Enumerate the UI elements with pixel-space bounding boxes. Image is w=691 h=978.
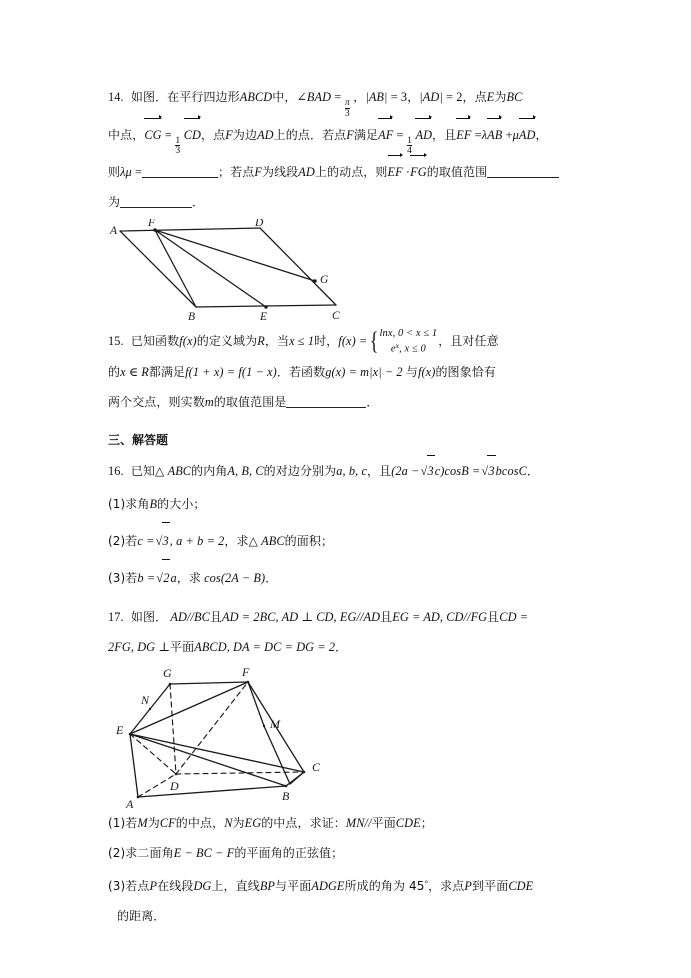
- question-14-line-2: 中点，CG = $\frac{1}{3}$ CD，点F为边AD上的点．若点F满足AF = $\frac{1}{4}$ AD，且EF =λAB +μAD，: [108, 119, 608, 157]
- figure-14-label-D: D: [255, 219, 264, 230]
- question-16-number: 16.: [108, 464, 124, 479]
- question-16-sub-1: (1)求角B的大小；: [108, 497, 206, 512]
- question-15-line-1: 15. 已知函数f(x)的定义域为R，当x ≤ 1时，f(x) = { lnx, 0 < x ≤ 1 $e^x$, x ≤ 0 ，且对任意: [108, 328, 499, 356]
- figure-14-label-E: E: [260, 311, 268, 324]
- answer-blank-lambda-mu[interactable]: [142, 165, 218, 178]
- question-15-number: 15.: [108, 334, 124, 349]
- question-14-line-3: 则λμ = ；若点F为线段AD上的动点，则EF ·FG的取值范围: [108, 156, 608, 187]
- one-fourth-fraction: $\frac{1}{4}$: [407, 134, 412, 157]
- vector-AD-2: AD: [519, 119, 536, 150]
- answer-blank-m-range[interactable]: [286, 395, 366, 408]
- figure-14-parallelogram: [108, 219, 608, 325]
- piecewise-row-2: $e^x$, x ≤ 0: [390, 341, 426, 355]
- vector-CD: CD: [184, 119, 201, 150]
- answer-blank-ef-fg-range[interactable]: [120, 195, 192, 208]
- vector-EF: EF: [456, 119, 471, 150]
- sqrt-3-a: √ 3: [421, 455, 435, 486]
- figure-14-label-C: C: [332, 310, 340, 323]
- figure-17-label-M: M: [270, 717, 280, 732]
- question-17-sub-1: (1)若M为CF的中点，N为EG的中点，求证：MN//平面CDE；: [108, 816, 433, 831]
- question-15-line-2: 的x ∈ R都满足f(1 + x) = f(1 − x)．若函数g(x) = m|x| − 2 与f(x)的图象恰有: [108, 365, 496, 380]
- vector-AB: AB: [487, 119, 502, 150]
- question-17-line-2: 2FG, DG ⊥平面ABCD, DA = DC = DG = 2．: [108, 640, 348, 655]
- figure-17-label-C: C: [312, 760, 321, 775]
- question-16-line-1: 16. 已知△ ABC的内角A, B, C的对边分别为a, b, c，且(2a − √ 3c)cosB = √ 3bcosC．: [108, 455, 608, 486]
- pi-over-3-fraction: $\frac{\pi}{3}$: [344, 97, 350, 119]
- figure-17-label-A: A: [126, 797, 134, 809]
- question-14-line-4: 为 ．: [108, 195, 205, 210]
- sqrt-3-c: √ 3: [156, 522, 170, 559]
- figure-17-label-D: D: [170, 779, 179, 794]
- question-17-number: 17.: [108, 610, 124, 625]
- question-16-sub-3: (3)若b = √ 2a，求 cos(2A − B)．: [108, 559, 608, 596]
- section-heading-3: 三、解答题: [108, 433, 169, 448]
- figure-14-label-B: B: [188, 311, 196, 324]
- answer-blank-range-hint[interactable]: [487, 165, 559, 178]
- question-17-sub-3: (3)若点P在线段DG上，直线BP与平面ADGE所成的角为 45°，求点P到平面CDE: [108, 878, 534, 894]
- figure-17-label-E: E: [116, 723, 124, 738]
- piecewise-function: { lnx, 0 < x ≤ 1 $e^x$, x ≤ 0: [370, 328, 438, 356]
- sqrt-2: √ 2: [156, 559, 170, 596]
- question-17-line-1: 17. 如图． AD//BC且AD = 2BC, AD ⊥ CD, EG//AD且EG = AD, CD//FG且CD =: [108, 610, 529, 625]
- figure-14-label-F: F: [148, 219, 156, 230]
- sqrt-3-b: √ 3: [481, 455, 495, 486]
- question-17-sub-3-cont: 的距离．: [117, 909, 166, 924]
- vector-AD: AD: [415, 119, 432, 150]
- one-third-fraction: $\frac{1}{3}$: [175, 134, 181, 157]
- vector-AF: AF: [378, 119, 393, 150]
- question-14-line-1: 14. 如图．在平行四边形ABCD中，∠BAD = $\frac{\pi}{3}$ ，|AB| = 3，|AD| = 2，点E为BC: [108, 90, 523, 119]
- figure-17-label-N: N: [141, 693, 150, 708]
- question-16-sub-2: (2)若c = √ 3, a + b = 2，求△ ABC的面积；: [108, 522, 608, 559]
- figure-14-label-A: A: [110, 225, 118, 238]
- vector-EF-2: EF: [388, 156, 403, 187]
- question-14-number: 14.: [108, 90, 124, 104]
- figure-17-label-B: B: [282, 789, 290, 804]
- vector-FG: FG: [410, 156, 427, 187]
- figure-17-label-F: F: [242, 666, 250, 680]
- figure-14-svg: [108, 219, 398, 325]
- question-15-line-3: 两个交点，则实数m的取值范围是 ．: [108, 395, 379, 410]
- figure-17-svg: [108, 666, 408, 808]
- figure-17-label-G: G: [163, 666, 172, 681]
- question-17-sub-2: (2)求二面角E − BC − F的平面角的正弦值；: [108, 846, 344, 861]
- vector-CG: CG: [144, 119, 161, 150]
- figure-17-solid: [108, 666, 608, 808]
- page-content: [108, 82, 608, 931]
- figure-14-label-G: G: [320, 274, 329, 287]
